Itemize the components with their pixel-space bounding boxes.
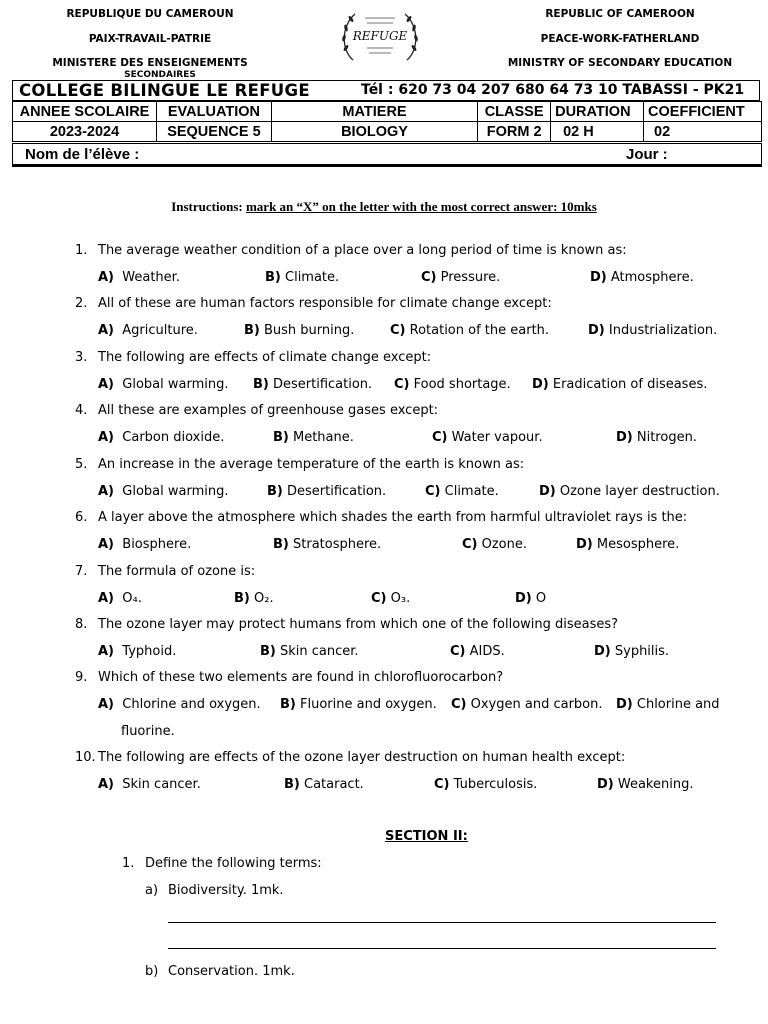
option-letter: D) (597, 777, 614, 792)
question-8 (75, 617, 618, 632)
option-text: Global warming. (122, 377, 229, 392)
option-letter: B) (234, 591, 250, 606)
table-value-row (13, 122, 762, 142)
option-b[interactable] (267, 484, 386, 499)
question-text: Which of these two elements are found in chlorofluorocarbon? (98, 670, 504, 685)
value-duration: 02 H (551, 122, 644, 142)
option-c[interactable] (390, 323, 549, 338)
question-4 (75, 403, 438, 418)
option-letter: D) (590, 270, 607, 285)
option-text: Food shortage. (413, 377, 511, 392)
option-continuation: fluorine. (121, 724, 175, 739)
option-letter: D) (616, 430, 633, 445)
option-text: Typhoid. (122, 644, 177, 659)
question-9 (75, 670, 503, 685)
option-letter: C) (425, 484, 441, 499)
option-text: Bush burning. (264, 323, 355, 338)
question-text: All these are examples of greenhouse gases except: (98, 403, 439, 418)
option-b[interactable] (253, 377, 372, 392)
option-letter: B) (273, 430, 289, 445)
option-a[interactable] (98, 323, 198, 338)
header-classe: CLASSE (478, 102, 551, 122)
question-2 (75, 296, 552, 311)
option-b[interactable] (273, 430, 354, 445)
question-7 (75, 564, 255, 579)
logo-text: REFUGE (352, 29, 408, 43)
school-telephone: Tél : 620 73 04 207 680 64 73 10 TABASSI - PK21 (361, 82, 745, 98)
header-right-line-1: REPUBLIC OF CAMEROON (545, 8, 695, 20)
option-letter: B) (244, 323, 260, 338)
option-a[interactable] (98, 484, 229, 499)
option-letter: C) (434, 777, 450, 792)
option-letter: C) (371, 591, 387, 606)
option-letter: D) (532, 377, 549, 392)
answer-line[interactable] (168, 948, 716, 949)
option-letter: B) (267, 484, 283, 499)
option-letter: B) (273, 537, 289, 552)
header-left-line-3: MINISTERE DES ENSEIGNEMENTS (52, 57, 248, 69)
option-c[interactable] (425, 484, 499, 499)
question-3 (75, 350, 431, 365)
option-text: Industrialization. (608, 323, 718, 338)
question-text: The following are effects of the ozone layer destruction on human health except: (98, 750, 626, 765)
value-evaluation: SEQUENCE 5 (156, 122, 271, 142)
option-b[interactable] (265, 270, 339, 285)
option-letter: D) (515, 591, 532, 606)
option-c[interactable] (462, 537, 527, 552)
question-number: 8. (75, 617, 88, 632)
option-b[interactable] (280, 697, 437, 712)
option-text: Climate. (285, 270, 340, 285)
option-text: O (535, 591, 547, 606)
option-letter: A) (98, 777, 115, 792)
question-number: 4. (75, 403, 88, 418)
option-d[interactable] (515, 591, 546, 606)
question-number: 10. (75, 750, 96, 765)
option-c[interactable] (450, 644, 505, 659)
option-a[interactable] (98, 644, 176, 659)
question-text: The following are effects of climate change except: (98, 350, 432, 365)
option-c[interactable] (434, 777, 537, 792)
option-letter: D) (616, 697, 633, 712)
option-letter: C) (390, 323, 406, 338)
section-2-question-1 (122, 856, 322, 871)
option-text: Weakening. (617, 777, 694, 792)
question-1 (75, 243, 627, 258)
header-evaluation: EVALUATION (156, 102, 271, 122)
option-text: O₄. (122, 591, 142, 606)
option-letter: A) (98, 270, 115, 285)
item-a-label: a) (145, 883, 159, 898)
option-a[interactable] (98, 430, 224, 445)
header-coefficient: COEFFICIENT (644, 102, 762, 122)
option-d[interactable] (576, 537, 679, 552)
option-letter: D) (539, 484, 556, 499)
option-d[interactable] (616, 697, 720, 712)
option-letter: A) (98, 591, 115, 606)
header-right-line-2: PEACE-WORK-FATHERLAND (540, 33, 700, 45)
option-text: Climate. (444, 484, 499, 499)
option-a[interactable] (98, 591, 142, 606)
option-letter: C) (394, 377, 410, 392)
header-annee-scolaire: ANNEE SCOLAIRE (13, 102, 157, 122)
option-letter: B) (265, 270, 281, 285)
option-text: Rotation of the earth. (409, 323, 550, 338)
option-a[interactable] (98, 377, 229, 392)
question-text: All of these are human factors responsible for climate change except: (98, 296, 552, 311)
option-letter: A) (98, 377, 115, 392)
option-b[interactable] (234, 591, 274, 606)
option-letter: A) (98, 537, 115, 552)
option-text: O₃. (390, 591, 411, 606)
question-6 (75, 510, 687, 525)
option-letter: C) (432, 430, 448, 445)
value-classe: FORM 2 (478, 122, 551, 142)
option-letter: D) (594, 644, 611, 659)
student-name-label: Nom de l’élève : (25, 146, 140, 163)
section-2-item-a (145, 883, 284, 898)
question-number: 3. (75, 350, 88, 365)
option-text: Desertification. (287, 484, 387, 499)
divider (12, 165, 762, 167)
option-text: Carbon dioxide. (122, 430, 225, 445)
option-text: Ozone. (481, 537, 528, 552)
option-text: Chlorine and (636, 697, 720, 712)
option-text: Atmosphere. (610, 270, 694, 285)
value-matiere: BIOLOGY (271, 122, 477, 142)
option-text: Weather. (122, 270, 180, 285)
question-text: The ozone layer may protect humans from which one of the following diseases? (98, 617, 619, 632)
option-letter: C) (462, 537, 478, 552)
option-letter: D) (576, 537, 593, 552)
option-text: Water vapour. (451, 430, 543, 445)
option-text: Methane. (293, 430, 354, 445)
option-d[interactable] (539, 484, 720, 499)
question-text: A layer above the atmosphere which shades the earth from harmful ultraviolet rays is the: (98, 510, 688, 525)
question-number: 5. (75, 457, 88, 472)
option-letter: B) (284, 777, 300, 792)
question-5 (75, 457, 524, 472)
header-right-line-3: MINISTRY OF SECONDARY EDUCATION (507, 57, 733, 69)
option-letter: A) (98, 484, 115, 499)
option-text: Global warming. (122, 484, 229, 499)
exam-info-table (12, 101, 762, 142)
question-number: 7. (75, 564, 88, 579)
option-b[interactable] (273, 537, 381, 552)
option-text: Stratosphere. (293, 537, 382, 552)
item-b-label: b) (145, 964, 159, 979)
option-d[interactable] (590, 270, 694, 285)
option-letter: A) (98, 644, 115, 659)
option-d[interactable] (588, 323, 717, 338)
option-text: Agriculture. (122, 323, 198, 338)
section-2-q1-number: 1. (122, 856, 135, 871)
section-2-title: SECTION II: (385, 829, 468, 844)
header-duration: DURATION (551, 102, 644, 122)
option-a[interactable] (98, 697, 261, 712)
option-a[interactable] (98, 537, 191, 552)
school-name: COLLEGE BILINGUE LE REFUGE (19, 81, 310, 100)
section-2-item-b (145, 964, 295, 979)
school-row (12, 80, 760, 101)
option-a[interactable] (98, 777, 201, 792)
item-b-text: Conservation. 1mk. (168, 964, 295, 979)
option-b[interactable] (284, 777, 364, 792)
option-text: Eradication of diseases. (552, 377, 708, 392)
option-b[interactable] (244, 323, 354, 338)
option-text: Skin cancer. (122, 777, 201, 792)
option-text: Fluorine and oxygen. (300, 697, 437, 712)
option-letter: B) (253, 377, 269, 392)
instructions-label: Instructions: (171, 199, 243, 214)
school-logo (337, 8, 423, 70)
option-letter: C) (451, 697, 467, 712)
option-text: Oxygen and carbon. (470, 697, 603, 712)
option-d[interactable] (594, 644, 669, 659)
option-text: Pressure. (440, 270, 501, 285)
option-text: Desertification. (273, 377, 373, 392)
option-letter: C) (421, 270, 437, 285)
option-text: Nitrogen. (636, 430, 697, 445)
option-text: Tuberculosis. (453, 777, 538, 792)
option-a[interactable] (98, 270, 180, 285)
option-text: Chlorine and oxygen. (122, 697, 261, 712)
option-letter: B) (280, 697, 296, 712)
question-number: 2. (75, 296, 88, 311)
value-coefficient: 02 (644, 122, 762, 142)
option-c[interactable] (394, 377, 511, 392)
option-text: O₂. (254, 591, 274, 606)
option-c[interactable] (432, 430, 543, 445)
option-c[interactable] (451, 697, 603, 712)
option-text: Biosphere. (122, 537, 192, 552)
student-name-row (12, 143, 762, 165)
instructions-text: mark an “X” on the letter with the most correct answer: 10mks (245, 199, 597, 214)
question-text: The formula of ozone is: (98, 564, 256, 579)
option-d[interactable] (597, 777, 693, 792)
option-b[interactable] (260, 644, 359, 659)
section-2-q1-text: Define the following terms: (145, 856, 322, 871)
table-header-row (13, 102, 762, 122)
instructions (0, 199, 768, 215)
question-text: The average weather condition of a place over a long period of time is known as: (98, 243, 627, 258)
option-letter: A) (98, 323, 115, 338)
option-c[interactable] (421, 270, 500, 285)
question-number: 9. (75, 670, 88, 685)
option-letter: A) (98, 430, 115, 445)
header-left-line-3-overflow: SECONDAIRES (124, 70, 196, 80)
header-left-line-1: REPUBLIQUE DU CAMEROUN (66, 8, 234, 20)
option-c[interactable] (371, 591, 410, 606)
option-text: Skin cancer. (280, 644, 359, 659)
option-d[interactable] (532, 377, 707, 392)
option-text: Cataract. (304, 777, 364, 792)
day-label: Jour : (626, 146, 668, 163)
option-text: Mesosphere. (596, 537, 680, 552)
question-number: 1. (75, 243, 88, 258)
option-letter: C) (450, 644, 466, 659)
option-d[interactable] (616, 430, 697, 445)
header-left-line-2: PAIX-TRAVAIL-PATRIE (88, 33, 212, 45)
question-10 (75, 750, 625, 765)
question-number: 6. (75, 510, 88, 525)
option-letter: A) (98, 697, 115, 712)
value-annee-scolaire: 2023-2024 (13, 122, 157, 142)
option-text: Syphilis. (614, 644, 670, 659)
option-letter: B) (260, 644, 276, 659)
item-a-text: Biodiversity. 1mk. (168, 883, 284, 898)
option-letter: D) (588, 323, 605, 338)
question-text: An increase in the average temperature of the earth is known as: (98, 457, 525, 472)
option-text: Ozone layer destruction. (559, 484, 720, 499)
option-text: AIDS. (469, 644, 505, 659)
answer-line[interactable] (168, 922, 716, 923)
header-matiere: MATIERE (271, 102, 477, 122)
